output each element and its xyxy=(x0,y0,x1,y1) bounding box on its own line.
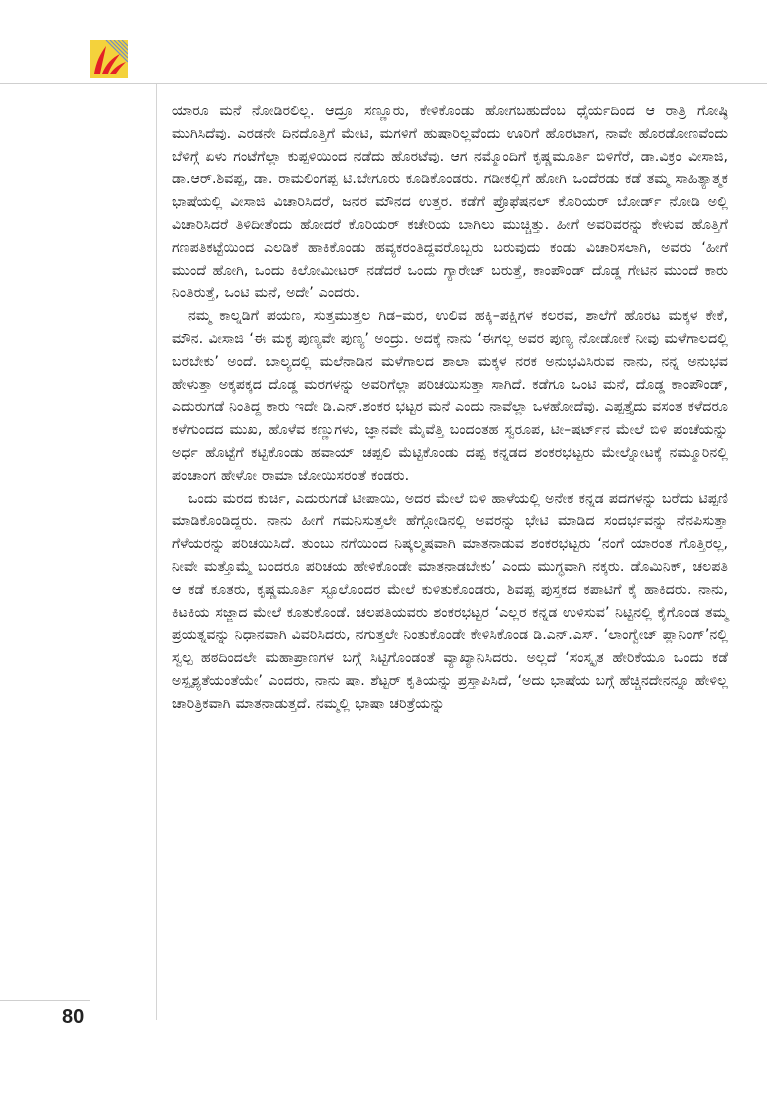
stylized-flame-leaf-logo-icon xyxy=(90,40,128,78)
gutter-rule xyxy=(156,84,157,1020)
paragraph-3: ಒಂದು ಮರದ ಕುರ್ಚಿ, ಎದುರುಗಡೆ ಟೀಪಾಯಿ, ಅದರ ಮೇಲೆ ಬಿಳಿ ಹಾಳೆಯಲ್ಲಿ ಅನೇಕ ಕನ್ನಡ ಪದಗಳನ್ನು ಬರೆದು ಟಿಪ್ಪಣಿ ಮಾಡಿಕೊಂಡಿದ್ದರು. ನಾನು ಹೀಗೆ ಗಮನಿಸುತ್ತಲೇ ಹೆಗ್ಗೋಡಿನಲ್ಲಿ ಅವರನ್ನು ಭೇಟಿ ಮಾಡಿದ ಸಂದರ್ಭವನ್ನು ನೆನಪಿಸುತ್ತಾ ಗೆಳೆಯರನ್ನು ಪರಿಚಯಿಸಿದೆ. ತುಂಬು ನಗೆಯಿಂದ ನಿಷ್ಕಲ್ಮಷವಾಗಿ ಮಾತನಾಡುವ ಶಂಕರಭಟ್ಟರು ‘ನಂಗೆ ಯಾರಂತ ಗೊತ್ತಿರಲ್ಲ, ನೀವೇ ಮತ್ತೊಮ್ಮೆ ಬಂದರೂ ಪರಿಚಯ ಹೇಳಿಕೊಂಡೇ ಮಾತನಾಡಬೇಕು’ ಎಂದು ಮುಗ್ಧವಾಗಿ ನಕ್ಕರು. ಡೊಮಿನಿಕ್, ಚಲಪತಿ ಆ ಕಡೆ ಕೂತರು, ಕೃಷ್ಣಮೂರ್ತಿ ಸ್ಟೂಲೊಂದರ ಮೇಲೆ ಕುಳಿತುಕೊಂಡರು, ಶಿವಪ್ಪ ಪುಸ್ತಕದ ಕಪಾಟಿಗೆ ಕೈ ಹಾಕಿದರು. ನಾನು, ಕಿಟಕಿಯ ಸಜ್ಜಾದ ಮೇಲೆ ಕೂತುಕೊಂಡೆ. ಚಲಪತಿಯವರು ಶಂಕರಭಟ್ಟರ ‘ಎಲ್ಲರ ಕನ್ನಡ ಉಳಿಸುವ’ ನಿಟ್ಟಿನಲ್ಲಿ ಕೈಗೊಂಡ ತಮ್ಮ ಪ್ರಯತ್ನವನ್ನು ನಿಧಾನವಾಗಿ ವಿವರಿಸಿದರು, ನಗುತ್ತಲೇ ನಿಂತುಕೊಂಡೇ ಕೇಳಿಸಿಕೊಂಡ ಡಿ.ಎನ್.ಎಸ್. ‘ಲಾಂಗ್ವೇಜ್ ಪ್ಲಾನಿಂಗ್’ನಲ್ಲಿ ಸ್ವಲ್ಪ ಹಠದಿಂದಲೇ ಮಹಾಪ್ರಾಣಗಳ ಬಗ್ಗೆ ಸಿಟ್ಟಿಗೊಂಡಂತೆ ವ್ಯಾಖ್ಯಾನಿಸಿದರು. ಅಲ್ಲದೆ ‘ಸಂಸ್ಕೃತ ಹೇರಿಕೆಯೂ ಒಂದು ಕಡೆ ಅಸ್ಪೃಶ್ಯತೆಯಂತೆಯೇ’ ಎಂದರು, ನಾನು ಷಾ. ಶೆಟ್ಟರ್ ಕೃತಿಯನ್ನು ಪ್ರಸ್ತಾಪಿಸಿದೆ, ‘ಅದು ಭಾಷೆಯ ಬಗ್ಗೆ ಹೆಚ್ಚಿನದೇನನ್ನೂ ಹೇಳಿಲ್ಲ ಚಾರಿತ್ರಿಕವಾಗಿ ಮಾತನಾಡುತ್ತದೆ. ನಮ್ಮಲ್ಲಿ ಭಾಷಾ ಚರಿತ್ರೆಯನ್ನು xyxy=(172,490,728,712)
page-number-rule xyxy=(0,1000,90,1001)
page-number: 80 xyxy=(62,1006,85,1028)
article-body xyxy=(172,100,728,716)
magazine-logo xyxy=(90,40,128,78)
paragraph-1: ಯಾರೂ ಮನೆ ನೋಡಿರಲಿಲ್ಲ. ಆದ್ರೂ ಸಣ್ಣೂರು, ಕೇಳಿಕೊಂಡು ಹೋಗಬಹುದೆಂಬ ಧೈರ್ಯದಿಂದ ಆ ರಾತ್ರಿ ಗೋಷ್ಠಿ ಮುಗಿಸಿದೆವು. ಎರಡನೇ ದಿನದೊತ್ತಿಗೆ ಮೇಟಿ, ಮಗಳಿಗೆ ಹುಷಾರಿಲ್ಲವೆಂದು ಊರಿಗೆ ಹೊರಟಾಗ, ನಾವೇ ಹೊರಡೋಣವೆಂದು ಬೆಳಿಗ್ಗೆ ಏಳು ಗಂಟೆಗೆಲ್ಲಾ ಕುಪ್ಪಳಿಯಿಂದ ನಡೆದು ಹೊರಟೆವು. ಆಗ ನಮ್ಮೊಂದಿಗೆ ಕೃಷ್ಣಮೂರ್ತಿ ಬಿಳಿಗೆರೆ, ಡಾ.ವಿಕ್ರಂ ವೀಸಾಜಿ, ಡಾ.ಆರ್.ಶಿವಪ್ಪ, ಡಾ. ರಾಮಲಿಂಗಪ್ಪ ಟಿ.ಬೇಗೂರು ಕೂಡಿಕೊಂಡರು. ಗಡೀಕಲ್ಲಿಗೆ ಹೋಗಿ ಒಂದೆರಡು ಕಡೆ ತಮ್ಮ ಸಾಹಿತ್ಯಾತ್ಮಕ ಭಾಷೆಯಲ್ಲಿ ವೀಸಾಜಿ ವಿಚಾರಿಸಿದರೆ, ಜನರ ಮೌನದ ಉತ್ತರ. ಕಡೆಗೆ ಪ್ರೊಫೆಷನಲ್ ಕೊರಿಯರ್ ಬೋರ್ಡ್ ನೋಡಿ ಅಲ್ಲಿ ವಿಚಾರಿಸಿದರೆ ತಿಳಿದೀತೆಂದು ಹೋದರೆ ಕೊರಿಯರ್ ಕಚೇರಿಯ ಬಾಗಿಲು ಮುಚ್ಚಿತ್ತು. ಹೀಗೆ ಅವರಿವರನ್ನು ಕೇಳುವ ಹೊತ್ತಿಗೆ ಗಣಪತಿಕಟ್ಟೆಯಿಂದ ಎಲಡಿಕೆ ಹಾಕಿಕೊಂಡು ಹವ್ಯಕರಂತಿದ್ದವರೊಬ್ಬರು ಬರುವುದು ಕಂಡು ವಿಚಾರಿಸಲಾಗಿ, ಅವರು ‘ಹೀಗೆ ಮುಂದೆ ಹೋಗಿ, ಒಂದು ಕಿಲೋಮೀಟರ್ ನಡೆದರೆ ಒಂದು ಗ್ಯಾರೇಜ್ ಬರುತ್ತೆ, ಕಾಂಪೌಂಡ್ ದೊಡ್ಡ ಗೇಟಿನ ಮುಂದೆ ಕಾರು ನಿಂತಿರುತ್ತೆ, ಒಂಟಿ ಮನೆ, ಅದೇ’ ಎಂದರು. xyxy=(172,103,728,302)
paragraph-2: ನಮ್ಮ ಕಾಲ್ನಡಿಗೆ ಪಯಣ, ಸುತ್ತಮುತ್ತಲ ಗಿಡ–ಮರ, ಉಲಿವ ಹಕ್ಕಿ–ಪಕ್ಷಿಗಳ ಕಲರವ, ಶಾಲೆಗೆ ಹೊರಟ ಮಕ್ಕಳ ಕೇಕೆ, ಮೌನ. ವೀಸಾಜಿ ‘ಈ ಮಕ್ಳ ಪುಣ್ಯವೇ ಪುಣ್ಯ’ ಅಂದ್ರು. ಅದಕ್ಕೆ ನಾನು ‘ಈಗಲ್ಲ ಅವರ ಪುಣ್ಯ ನೋಡೋಕೆ ನೀವು ಮಳೆಗಾಲದಲ್ಲಿ ಬರಬೇಕು’ ಅಂದೆ. ಬಾಲ್ಯದಲ್ಲಿ ಮಲೆನಾಡಿನ ಮಳೆಗಾಲದ ಶಾಲಾ ಮಕ್ಕಳ ನರಕ ಅನುಭವಿಸಿರುವ ನಾನು, ನನ್ನ ಅನುಭವ ಹೇಳುತ್ತಾ ಅಕ್ಕಪಕ್ಕದ ದೊಡ್ಡ ಮರಗಳನ್ನು ಅವರಿಗೆಲ್ಲಾ ಪರಿಚಯಿಸುತ್ತಾ ಸಾಗಿದೆ. ಕಡೆಗೂ ಒಂಟಿ ಮನೆ, ದೊಡ್ಡ ಕಾಂಪೌಂಡ್, ಎದುರುಗಡೆ ನಿಂತಿದ್ದ ಕಾರು ಇದೇ ಡಿ.ಎನ್.ಶಂಕರ ಭಟ್ಟರ ಮನೆ ಎಂದು ನಾವೆಲ್ಲಾ ಒಳಹೋದೆವು. ಎಪ್ಪತ್ತೈದು ವಸಂತ ಕಳೆದರೂ ಕಳೆಗುಂದದ ಮುಖ, ಹೊಳೆವ ಕಣ್ಣುಗಳು, ಜ್ಞಾನವೇ ಮೈವೆತ್ತಿ ಬಂದಂತಹ ಸ್ವರೂಪ, ಟೀ–ಷರ್ಟ್‌ನ ಮೇಲೆ ಬಿಳಿ ಪಂಚೆಯನ್ನು ಅರ್ಧ ಹೊಟ್ಟೆಗೆ ಕಟ್ಟಿಕೊಂಡು ಹವಾಯ್ ಚಪ್ಪಲಿ ಮೆಟ್ಟಿಕೊಂಡು ದಪ್ಪ ಕನ್ನಡದ ಶಂಕರಭಟ್ಟರು ಮೇಲ್ನೋಟಕ್ಕೆ ನಮ್ಮೂರಿನಲ್ಲಿ ಪಂಚಾಂಗ ಹೇಳೋ ರಾಮಾ ಜೋಯಿಸರಂತೆ ಕಂಡರು. xyxy=(172,308,728,484)
header-rule xyxy=(0,83,767,84)
